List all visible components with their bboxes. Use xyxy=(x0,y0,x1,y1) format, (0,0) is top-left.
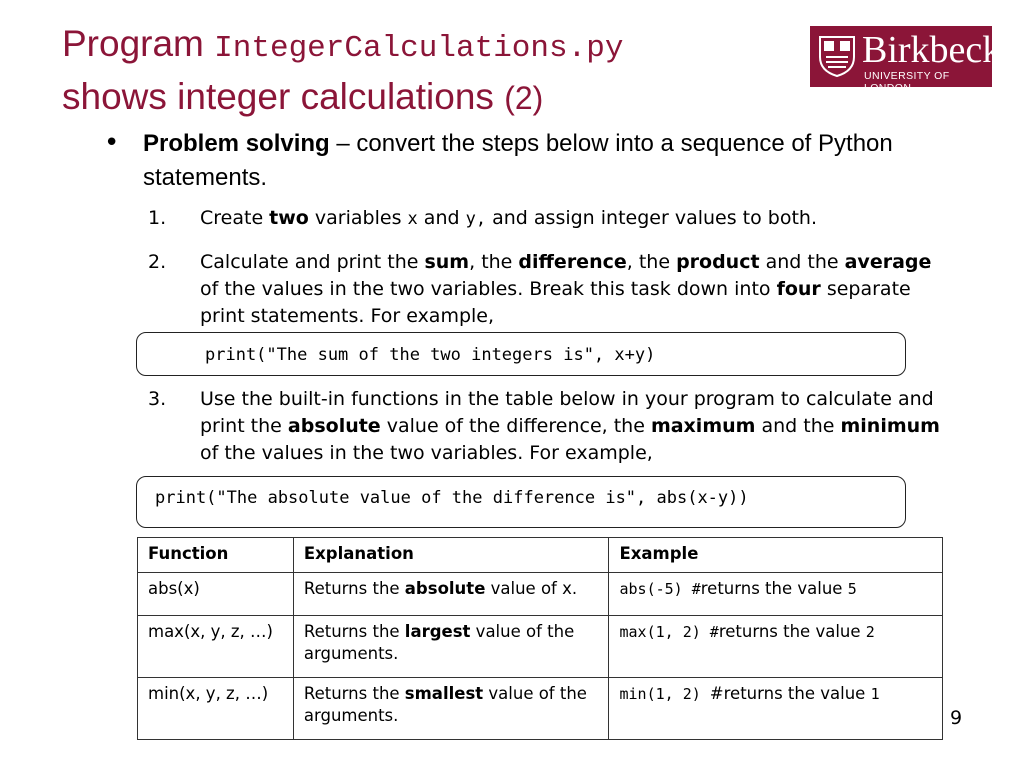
text-fragment: Calculate and print the xyxy=(200,251,425,273)
function-cell: min(x, y, z, …) xyxy=(138,678,294,740)
bold-term: difference xyxy=(518,251,627,273)
code-example-sum xyxy=(136,332,906,376)
code-line: print("The absolute value of the difference is", abs(x-y)) xyxy=(155,488,749,508)
example-cell xyxy=(609,678,943,740)
function-cell: max(x, y, z, …) xyxy=(138,616,294,678)
problem-solving-description: – convert the steps below into a sequence of Python statements. xyxy=(143,130,893,191)
title-filename: IntegerCalculations.py xyxy=(214,31,624,66)
bold-term: minimum xyxy=(840,415,940,437)
page-number: 9 xyxy=(950,707,963,729)
text-fragment: of the values in the two variables. Break this task down into xyxy=(200,278,777,300)
text-fragment: and the xyxy=(755,415,841,437)
text-fragment: Returns the xyxy=(303,622,405,641)
code-example-abs xyxy=(136,476,906,528)
example-cell xyxy=(609,616,943,678)
bold-term: absolute xyxy=(287,415,381,437)
code-line: print("The sum of the two integers is", x+y) xyxy=(205,345,656,365)
bullet-point: • xyxy=(104,128,120,158)
text-fragment: value of the difference, the xyxy=(380,415,651,437)
title-subtitle: shows integer calculations xyxy=(62,76,505,117)
bold-term: four xyxy=(776,278,821,300)
title-line-1 xyxy=(62,20,623,73)
code-fragment: min(1, 2) xyxy=(619,685,710,703)
slide-title xyxy=(62,20,623,122)
bold-term: two xyxy=(269,207,309,229)
header-example: Example xyxy=(609,538,943,573)
text-fragment: value of the arguments. xyxy=(303,684,587,725)
table-row xyxy=(138,678,943,740)
table-row xyxy=(138,573,943,616)
code-fragment: 5 xyxy=(847,580,857,598)
text-fragment: separate print statements. For example, xyxy=(200,278,911,327)
step-number: 2. xyxy=(148,251,167,273)
bold-term: smallest xyxy=(404,684,484,703)
code-fragment: max(1, 2) # xyxy=(619,623,719,641)
text-fragment: Returns the xyxy=(303,579,405,598)
step-text xyxy=(200,249,945,330)
step-number: 1. xyxy=(148,207,167,229)
title-prefix: Program xyxy=(62,23,215,64)
bold-term: product xyxy=(676,251,760,273)
text-fragment: and the xyxy=(759,251,845,273)
text-fragment: returns the value xyxy=(718,622,866,641)
problem-solving-heading: Problem solving xyxy=(143,130,330,157)
bold-term: sum xyxy=(424,251,470,273)
explanation-cell xyxy=(293,678,609,740)
text-fragment: variables xyxy=(308,207,408,229)
text-fragment: Returns the xyxy=(303,684,405,703)
text-fragment: value of the arguments. xyxy=(303,622,575,663)
code-fragment: x xyxy=(407,209,418,229)
title-line-2 xyxy=(62,73,623,122)
code-fragment: 1 xyxy=(870,685,880,703)
text-fragment: #returns the value xyxy=(709,684,871,703)
text-fragment: returns the value xyxy=(700,579,848,598)
text-fragment: Use the built-in functions in the table below in your program to calculate and print the xyxy=(200,388,934,437)
example-cell xyxy=(609,573,943,616)
function-cell: abs(x) xyxy=(138,573,294,616)
code-fragment: 2 xyxy=(865,623,875,641)
logo-university: UNIVERSITY OF LONDON xyxy=(864,70,950,94)
code-fragment: abs(-5) # xyxy=(619,580,701,598)
text-fragment: of the values in the two variables. For example, xyxy=(200,442,653,464)
text-fragment: and assign integer values to both. xyxy=(486,207,817,229)
builtin-functions-table xyxy=(137,537,943,740)
header-explanation: Explanation xyxy=(293,538,609,573)
code-fragment: y, xyxy=(465,209,487,229)
crest-icon xyxy=(818,35,856,77)
table-header-row xyxy=(138,538,943,573)
explanation-cell xyxy=(293,573,609,616)
text-fragment: and xyxy=(417,207,466,229)
title-part-number: (2) xyxy=(504,80,544,116)
text-fragment: value of x. xyxy=(485,579,578,598)
text-fragment: , the xyxy=(626,251,677,273)
step-text xyxy=(200,205,945,233)
step-text xyxy=(200,386,945,467)
bold-term: absolute xyxy=(404,579,486,598)
step-number: 3. xyxy=(148,388,167,410)
bold-term: average xyxy=(844,251,932,273)
text-fragment: Create xyxy=(200,207,270,229)
bold-term: largest xyxy=(404,622,471,641)
header-function: Function xyxy=(138,538,294,573)
text-fragment: , the xyxy=(469,251,519,273)
logo-name: Birkbeck xyxy=(862,29,1002,71)
explanation-cell xyxy=(293,616,609,678)
bold-term: maximum xyxy=(650,415,756,437)
birkbeck-logo xyxy=(810,26,1002,94)
problem-solving-text xyxy=(143,127,963,195)
table-row xyxy=(138,616,943,678)
